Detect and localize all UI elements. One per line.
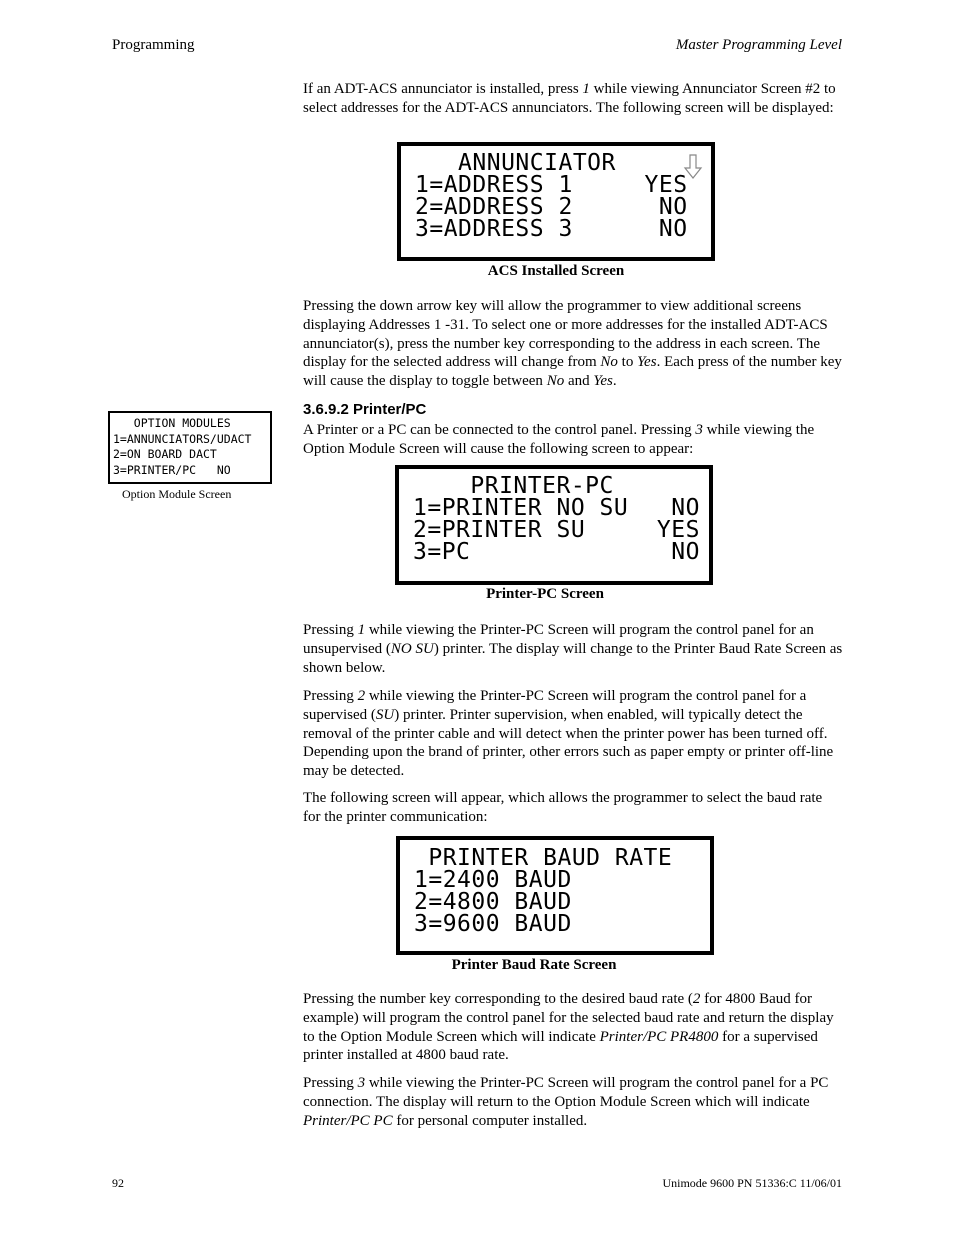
lcd-line: OPTION MODULES	[113, 416, 231, 430]
header-section-title: Programming	[112, 37, 195, 53]
section-heading: 3.6.9.2 Printer/PC	[303, 401, 427, 418]
baud-select-paragraph: Pressing the number key corresponding to the desired baud rate (2 for 4800 Baud for example) will program the control panel for the selected baud rate and return the display to the Option Module Screen which will indicate Printer/PC PR4800 for a supervised printer installed at 4800 baud rate.	[303, 991, 834, 1064]
lcd-line: 1=2400 BAUD	[414, 867, 572, 893]
acs-screen-caption: ACS Installed Screen	[487, 263, 625, 279]
lcd-line: 1=PRINTER NO SU NO	[413, 495, 700, 521]
document-id: Unimode 9600 PN 51336:C 11/06/01	[662, 1176, 842, 1190]
lcd-line: 2=4800 BAUD	[414, 889, 572, 915]
unsupervised-paragraph: Pressing 1 while viewing the Printer-PC Screen will program the control panel for an unsupervised (NO SU) printer. The display will change to the Printer Baud Rate Screen as shown below.	[303, 622, 843, 676]
lcd-line: 1=ANNUNCIATORS/UDACT	[113, 431, 252, 446]
lcd-line: 3=9600 BAUD	[414, 911, 572, 937]
pc-connection-paragraph: Pressing 3 while viewing the Printer-PC Screen will program the control panel for a PC connection. The display will return to the Option Module Screen which will indicate Printer/PC PC for personal computer installed.	[303, 1075, 829, 1129]
lcd-line: 2=ON BOARD DACT	[113, 447, 217, 461]
supervised-paragraph: Pressing 2 while viewing the Printer-PC Screen will program the control panel for a supervised (SU) printer. Printer supervision, when enabled, will typically detect the removal of the printer cable and will detect when the printer power has been turned off. Depending upon the brand of printer, other errors such as paper empty or printer off-line may be detected.	[303, 688, 834, 780]
lcd-line: 2=PRINTER SU YES	[413, 517, 700, 543]
down-arrow-icon	[683, 154, 703, 180]
baud-screen-caption: Printer Baud Rate Screen	[451, 957, 617, 973]
lcd-line: 3=ADDRESS 3 NO	[415, 216, 688, 242]
lcd-line: 3=PRINTER/PC NO	[113, 462, 231, 477]
lcd-line: 2=ADDRESS 2 NO	[415, 194, 688, 220]
lcd-line: 3=PC NO	[413, 539, 700, 565]
option-module-caption: Option Module Screen	[122, 487, 232, 501]
lcd-line: PRINTER BAUD RATE	[414, 845, 673, 871]
lcd-line: PRINTER-PC	[413, 473, 614, 499]
printer-pc-caption: Printer-PC Screen	[486, 586, 604, 602]
header-level-title: Master Programming Level	[675, 37, 842, 53]
lcd-line: ANNUNCIATOR	[415, 150, 616, 176]
address-toggle-paragraph: Pressing the down arrow key will allow the programmer to view additional screens displaying Addresses 1 -31. To select one or more addresses for the installed ADT-ACS annunciator(s), press the number key corresponding to the address in each screen. The display for the selected address will change from No to Yes. Each press of the number key will cause the display to toggle between No and Yes.	[303, 298, 842, 390]
intro-paragraph: If an ADT-ACS annunciator is installed, press 1 while viewing Annunciator Screen #2 to select addresses for the ADT-ACS annunciators. The following screen will be displayed:	[303, 81, 836, 116]
page-number: 92	[112, 1176, 124, 1190]
baud-intro-paragraph: The following screen will appear, which allows the programmer to select the baud rate for the printer communication:	[303, 790, 823, 825]
printer-pc-intro-paragraph: A Printer or a PC can be connected to the control panel. Pressing 3 while viewing the Option Module Screen will cause the following screen to appear:	[303, 422, 815, 457]
printer-baud-rate-screen	[396, 836, 714, 955]
lcd-line: 1=ADDRESS 1 YES	[415, 172, 688, 198]
printer-pc-screen	[395, 465, 713, 585]
acs-installed-screen	[397, 142, 715, 261]
option-module-screen	[108, 411, 272, 484]
